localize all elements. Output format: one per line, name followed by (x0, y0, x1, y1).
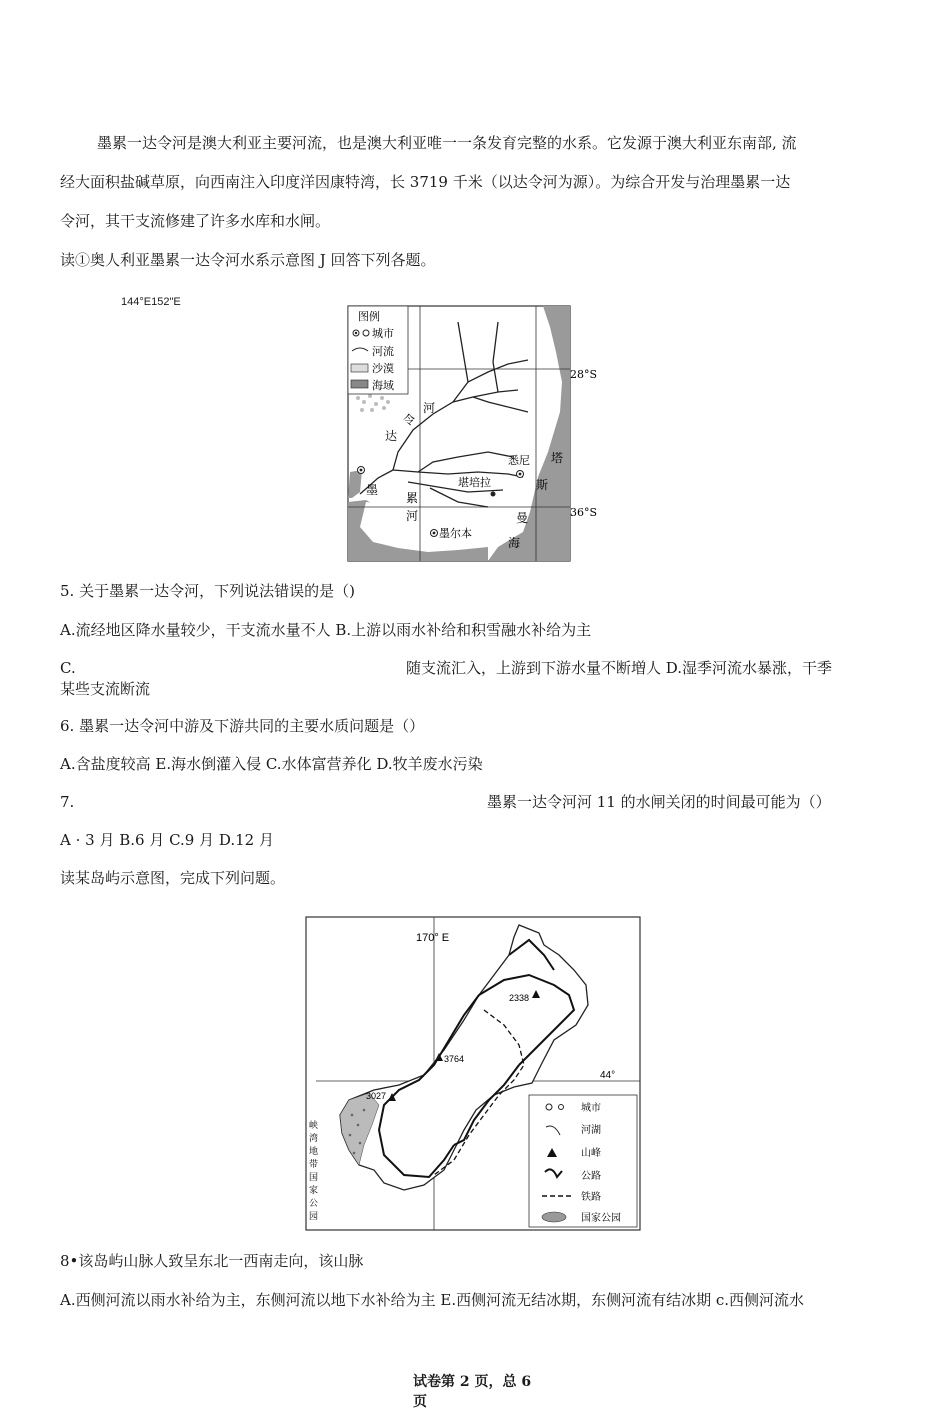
question-5-stem: 5. 关于墨累一达令河，下列说法错误的是（) (60, 582, 355, 600)
label-man: 曼 (516, 511, 529, 525)
question-7-options: A · 3 月 B.6 月 C.9 月 D.12 月 (60, 831, 274, 849)
intro-line-3: 令河，其干支流修建了许多水库和水闸。 (60, 212, 331, 230)
page-footer (413, 1372, 531, 1412)
legend2-peak: 山峰 (581, 1148, 601, 1159)
legend-river: 河流 (372, 345, 394, 358)
lat-36-label: 36°S (570, 506, 598, 519)
question-6-stem: 6. 墨累一达令河中游及下游共同的主要水质问题是（） (60, 717, 425, 735)
intro-line-2: 经大面积盐碱草原，向西南注入印度洋因康特湾，长 3719 千米（以达令河为源）。为综合开发与治理墨累一达 (60, 173, 791, 191)
question-5-options-ab: A.流经地区降水量较少，干支流水量不人 B.上游以雨水补给和积雪融水补给为主 (60, 621, 592, 639)
legend2-lake: 河湖 (581, 1125, 601, 1136)
legend-desert: 沙漠 (372, 362, 394, 375)
label-ta: 塔 (551, 451, 564, 465)
question-7-stem: 墨累一达令河河 11 的水闸关闭的时间最可能为（） (487, 793, 831, 811)
legend2-city: 城市 (581, 1103, 601, 1114)
label-ling: 令 (403, 413, 416, 427)
legend2-park: 国家公园 (581, 1213, 621, 1224)
footer-line-2: 页 (413, 1394, 427, 1410)
question-8-stem: 8•该岛屿山脉人致呈东北一西南走向，该山脉 (60, 1252, 364, 1270)
park-label-1: 峡湾地带国家公园 (307, 1120, 317, 1224)
question-6-options: A.含盐度较高 E.海水倒灌入侵 C.水体富营养化 D.牧羊废水污染 (60, 755, 483, 773)
question-5-option-d-cont: 某些支流断流 (60, 680, 151, 698)
murray-darling-map (338, 302, 638, 567)
legend2-road: 公路 (581, 1171, 601, 1182)
question-5-option-c-label: C. (60, 659, 76, 677)
footer-line-1: 试卷第 2 页，总 6 (413, 1374, 532, 1390)
intro-line-4: 读①奥人利亚墨累一达令河水系示意图 J 回答下列各题。 (60, 251, 436, 269)
peak-3764: 3764 (444, 1054, 465, 1064)
label-sydney: 悉尼 (508, 454, 530, 467)
question-7-number: 7. (60, 793, 75, 811)
legend2-rail: 铁路 (581, 1192, 601, 1203)
label-lei: 累 (406, 491, 419, 505)
latitude-44: 44° (600, 1070, 616, 1081)
label-melbourne: 墨尔本 (439, 527, 472, 540)
island-map (304, 915, 644, 1233)
intro-line-1: 墨累一达令河是澳大利亚主要河流，也是澳大利亚唯一一条发育完整的水系。它发源于澳大利亚东南部, 流 (97, 134, 797, 152)
label-si: 斯 (536, 478, 549, 492)
intro-2: 读某岛屿示意图，完成下列问题。 (60, 869, 286, 887)
label-hai: 海 (508, 536, 521, 550)
label-da: 达 (385, 429, 398, 443)
legend-city: 城市 (372, 327, 394, 340)
peak-3027: 3027 (366, 1091, 387, 1101)
label-mo: 墨 (366, 483, 379, 497)
label-he: 河 (423, 401, 436, 415)
label-canberra: 堪培拉 (458, 476, 491, 489)
longitude-170: 170° E (416, 932, 450, 944)
legend-sea: 海域 (372, 379, 394, 392)
peak-2338: 2338 (509, 993, 530, 1003)
question-8-options: A.西侧河流以雨水补给为主，东侧河流以地下水补给为主 E.西侧河流无结冰期，东侧河流有结冰期 c.西侧河流水 (60, 1291, 805, 1309)
legend-title: 图例 (358, 310, 380, 323)
map1-longitude-label: 144°E152"E (121, 296, 181, 308)
question-5-option-c-text: 随支流汇入，上游到下游水量不断増人 D.湿季河流水暴涨，干季 (406, 659, 833, 677)
lat-28-label: 28°S (570, 368, 598, 381)
label-he-2: 河 (406, 509, 419, 523)
